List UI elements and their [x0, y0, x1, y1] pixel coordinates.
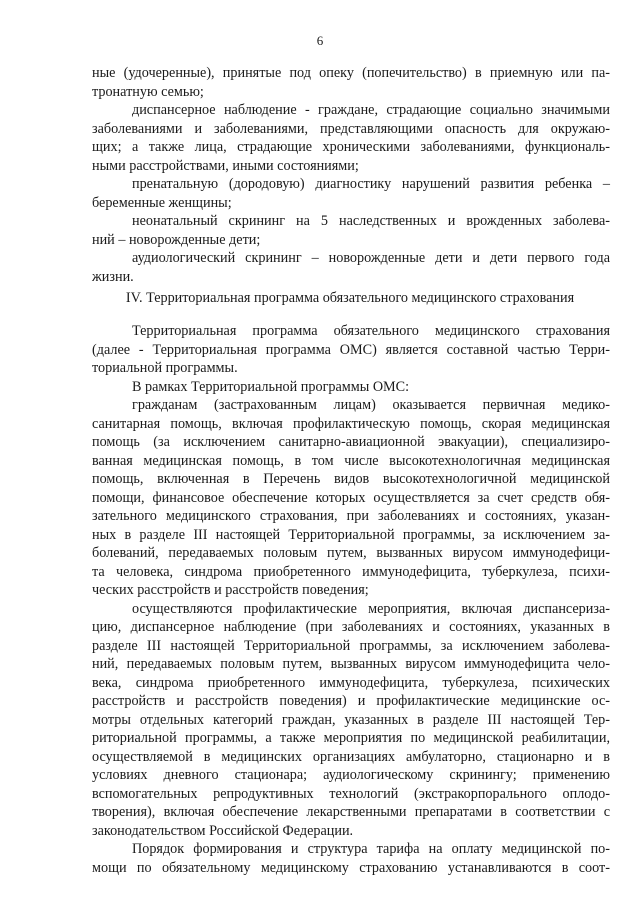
text-line: риториальной программы, а также мероприятия по медицинской реабилитации,	[92, 730, 610, 746]
text-line: пренатальную (дородовую) диагностику нарушений развития ребенка –	[132, 176, 610, 192]
text-line: ных в разделе III настоящей Территориальной программы, за исключением за-	[92, 526, 610, 543]
text-line: гражданам (застрахованным лицам) оказывается первичная медико-	[132, 397, 610, 413]
text-line: заболеваниями и заболеваниями, представляющими опасность для окружаю-	[92, 120, 610, 137]
text-line: законодательством Российской Федерации.	[92, 822, 354, 839]
text-line: ными расстройствами, иными состояниями;	[92, 157, 359, 174]
page-number: 6	[316, 33, 324, 48]
text-line: ванная медицинская помощь, в том числе высокотехнологичная медицинская	[92, 452, 610, 469]
text-line: разделе III настоящей Территориальной программы, за исключением заболева-	[92, 637, 610, 654]
text-line: помощь (за исключением санитарно-авиационной эвакуации), специализиро-	[92, 434, 610, 450]
text-line: осуществляются профилактические мероприятия, включая диспансериза-	[132, 600, 610, 617]
text-line: расстройств и расстройств поведения) и профилактические медицинские ос-	[92, 693, 610, 709]
text-line: ний, передаваемых половым путем, вызванных вирусом иммунодефицита чело-	[92, 656, 610, 672]
text-line: творения), включая обеспечение лекарственными препаратами в соответствии с	[92, 804, 610, 820]
text-line: жизни.	[92, 268, 134, 285]
text-line: неонатальный скрининг на 5 наследственных и врожденных заболева-	[132, 213, 610, 229]
text-line: Территориальная программа обязательного медицинского страхования	[132, 323, 610, 339]
text-line: века, синдрома приобретенного иммунодефицита, туберкулеза, психических	[92, 674, 610, 691]
text-line: ческих расстройств и расстройств поведения;	[92, 582, 369, 598]
text-line: мощи по обязательному медицинскому страхованию устанавливаются в соот-	[92, 859, 610, 876]
text-line: условиях дневного стационара; аудиологическому скринингу; применению	[92, 767, 610, 783]
text-line: та человека, синдрома приобретенного иммунодефицита, туберкулеза, психи-	[92, 563, 610, 580]
paragraph-block-top	[92, 64, 610, 286]
text-line: щих; а также лица, страдающие хроническими заболеваниями, функциональ-	[92, 139, 610, 155]
text-line: ний – новорожденные дети;	[92, 231, 261, 248]
text-line: Порядок формирования и структура тарифа на оплату медицинской по-	[132, 841, 610, 857]
text-line: зательного медицинского страхования, при заболеваниях и состояниях, указан-	[92, 508, 610, 524]
text-line: ториальной программы.	[92, 360, 238, 376]
text-line: ные (удочеренные), принятые под опеку (попечительство) в приемную или па-	[92, 65, 610, 81]
text-line: санитарная помощь, включая профилактическую помощь, скорая медицинская	[92, 415, 610, 432]
text-line: болеваний, передаваемых половым путем, вызванных вирусом иммунодефици-	[92, 545, 610, 561]
paragraph-block-main	[92, 322, 610, 877]
text-line: цию, диспансерное наблюдение (при заболеваниях и состояниях, указанных в	[92, 619, 610, 635]
text-line: вспомогательных репродуктивных технологий (экстракорпорального оплодо-	[92, 785, 610, 802]
text-line: В рамках Территориальной программы ОМС:	[132, 378, 410, 395]
section-heading: IV. Территориальная программа обязательного медицинского страхования	[125, 290, 575, 306]
text-line: осуществляемой в медицинских организациях амбулаторно, стационарно и в	[92, 748, 610, 765]
text-line: помощь, включенная в Перечень видов высокотехнологичной медицинской	[92, 471, 610, 487]
text-line: мотры отдельных категорий граждан, указанных в разделе III настоящей Тер-	[92, 711, 610, 728]
text-line: беременные женщины;	[92, 194, 232, 211]
text-line: аудиологический скрининг – новорожденные дети и дети первого года	[132, 250, 610, 266]
text-line: диспансерное наблюдение - граждане, страдающие социально значимыми	[132, 102, 610, 118]
text-line: (далее - Территориальная программа ОМС) является составной частью Терри-	[92, 341, 610, 358]
text-line: помощи, финансовое обеспечение которых осуществляется за счет средств обя-	[92, 489, 610, 506]
text-line: тронатную семью;	[92, 83, 204, 100]
